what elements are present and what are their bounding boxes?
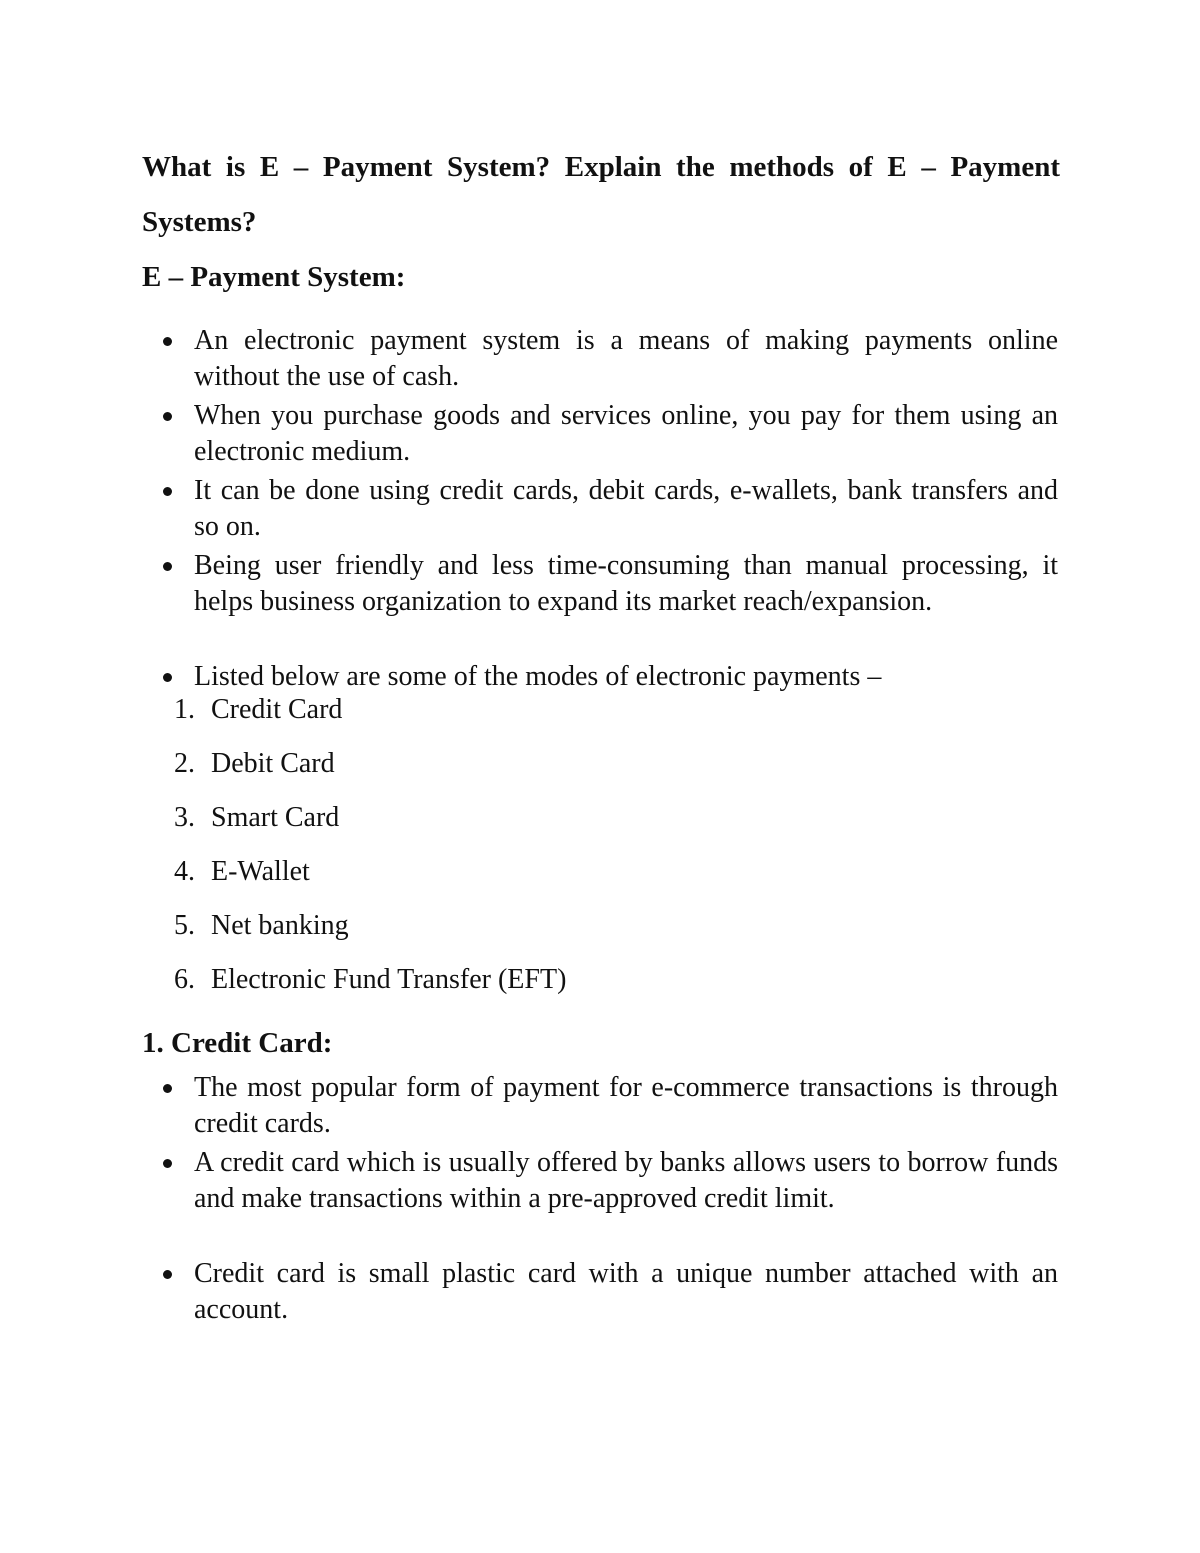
- mode-text: Smart Card: [211, 802, 340, 833]
- mode-number: 3.: [174, 802, 195, 833]
- bullet-icon: [163, 562, 172, 571]
- bullet-icon: [163, 1159, 172, 1168]
- bullet-text: The most popular form of payment for e-commerce transactions is through credit cards.: [194, 1072, 1058, 1139]
- mode-number: 5.: [174, 910, 195, 941]
- bullet-item: [0, 398, 1058, 470]
- mode-item-smart-card: [0, 800, 566, 836]
- bullet-text: A credit card which is usually offered by banks allows users to borrow funds and make transactions within a pre-approved credit limit.: [194, 1147, 1058, 1214]
- mode-item-net-banking: [0, 908, 566, 944]
- bullet-item: [0, 1145, 1058, 1253]
- section-heading-credit-card: 1. Credit Card:: [142, 1027, 333, 1059]
- bullet-icon: [163, 1270, 172, 1279]
- mode-number: 4.: [174, 856, 195, 887]
- mode-item-credit-card: [0, 692, 566, 728]
- bullet-icon: [163, 412, 172, 421]
- bullet-item: [0, 473, 1058, 545]
- mode-number: 2.: [174, 748, 195, 779]
- bullet-icon: [163, 337, 172, 346]
- bullet-icon: [163, 1084, 172, 1093]
- mode-item-eft: [0, 962, 566, 998]
- bullet-icon: [163, 673, 172, 682]
- e-payment-bullet-list: [0, 323, 1058, 698]
- mode-number: 6.: [174, 964, 195, 995]
- bullet-icon: [163, 487, 172, 496]
- section-heading-e-payment-system: E – Payment System:: [142, 261, 406, 293]
- bullet-item: [0, 1256, 1058, 1328]
- bullet-item: [0, 659, 1058, 695]
- bullet-text: Being user friendly and less time-consuming than manual processing, it helps business organization to expand its market reach/expansion.: [194, 550, 1058, 617]
- mode-text: Electronic Fund Transfer (EFT): [211, 964, 567, 995]
- mode-item-debit-card: [0, 746, 566, 782]
- payment-modes-list: [0, 692, 566, 1016]
- mode-text: Net banking: [211, 910, 349, 941]
- mode-number: 1.: [174, 694, 195, 725]
- bullet-text: Listed below are some of the modes of electronic payments –: [194, 661, 882, 692]
- bullet-text: When you purchase goods and services online, you pay for them using an electronic medium.: [194, 400, 1058, 467]
- bullet-text: An electronic payment system is a means of making payments online without the use of cash.: [194, 325, 1058, 392]
- document-title: What is E – Payment System? Explain the methods of E – Payment Systems?: [142, 151, 1060, 238]
- mode-text: Debit Card: [211, 748, 335, 779]
- credit-card-bullet-list: [0, 1070, 1058, 1331]
- mode-item-e-wallet: [0, 854, 566, 890]
- mode-text: Credit Card: [211, 694, 343, 725]
- bullet-text: Credit card is small plastic card with a unique number attached with an account.: [194, 1258, 1058, 1325]
- bullet-item: [0, 1070, 1058, 1142]
- bullet-text: It can be done using credit cards, debit cards, e-wallets, bank transfers and so on.: [194, 475, 1058, 542]
- bullet-item: [0, 323, 1058, 395]
- bullet-item: [0, 548, 1058, 656]
- mode-text: E-Wallet: [211, 856, 310, 887]
